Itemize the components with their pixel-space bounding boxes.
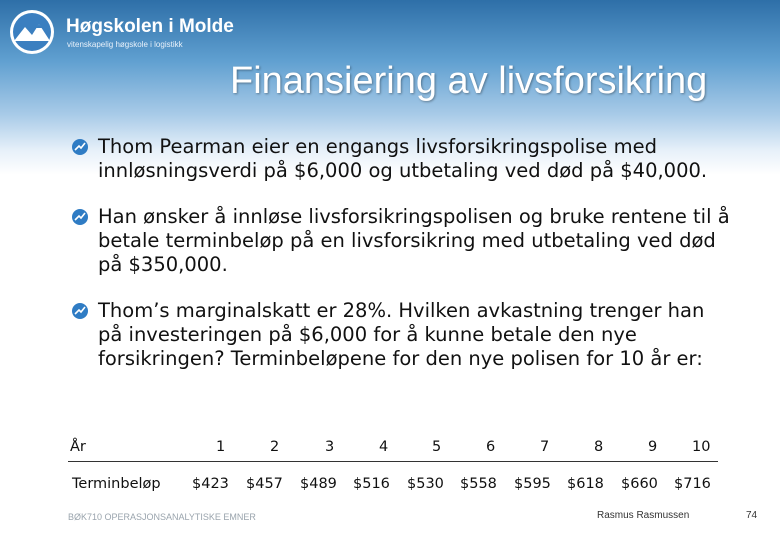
payment-cell: $530 (407, 476, 444, 492)
bullet-item (70, 205, 730, 277)
footer-author: Rasmus Rasmussen (597, 510, 690, 521)
year-cell: 5 (432, 439, 442, 455)
year-cell: 3 (325, 439, 335, 455)
year-cell: 8 (594, 439, 604, 455)
year-cell: 10 (692, 439, 711, 455)
payment-row (68, 472, 718, 500)
payment-cell: $660 (621, 476, 658, 492)
payment-cell: $516 (353, 476, 390, 492)
year-row (68, 435, 718, 462)
payment-cell: $489 (300, 476, 337, 492)
school-name: Høgskolen i Molde (66, 16, 234, 37)
year-cell: 1 (216, 439, 226, 455)
school-tagline: vitenskapelig høgskole i logistikk (67, 40, 183, 49)
payment-schedule-table (68, 435, 718, 500)
payment-cell: $618 (567, 476, 604, 492)
bullet-text: Thom Pearman eier en engangs livsforsikringspolise med innløsningsverdi på $6,000 og utbetaling ved død på $40,000. (98, 135, 708, 182)
payment-cell: $457 (246, 476, 283, 492)
footer-course: BØK710 OPERASJONSANALYTISKE EMNER (68, 512, 256, 522)
year-cell: 9 (648, 439, 658, 455)
bullet-text: Han ønsker å innløse livsforsikringspolisen og bruke rentene til å betale terminbeløp på en livsforsikring med utbetaling ved død på $350,000. (98, 205, 730, 276)
bullet-list (70, 135, 730, 393)
payment-cell: $423 (192, 476, 229, 492)
mountain-logo-icon (8, 8, 56, 56)
bullet-item (70, 299, 730, 371)
bullet-item (70, 135, 730, 183)
payment-label: Terminbeløp (72, 476, 161, 492)
year-cell: 6 (486, 439, 496, 455)
payment-cell: $595 (514, 476, 551, 492)
year-label: År (70, 439, 86, 455)
year-cell: 2 (270, 439, 280, 455)
payment-cell: $558 (460, 476, 497, 492)
page-number: 74 (746, 510, 758, 521)
school-logo (8, 8, 248, 56)
bullet-icon (71, 138, 89, 156)
slide-title: Finansiering av livsforsikring (230, 60, 708, 102)
year-cell: 4 (379, 439, 389, 455)
bullet-text: Thom’s marginalskatt er 28%. Hvilken avkastning trenger han på investeringen på $6,000 for å kunne betale den nye forsikringen? Terminbeløpene for den nye polisen for 10 år er: (98, 299, 705, 370)
payment-cell: $716 (674, 476, 711, 492)
bullet-icon (71, 302, 89, 320)
year-cell: 7 (540, 439, 550, 455)
bullet-icon (71, 208, 89, 226)
